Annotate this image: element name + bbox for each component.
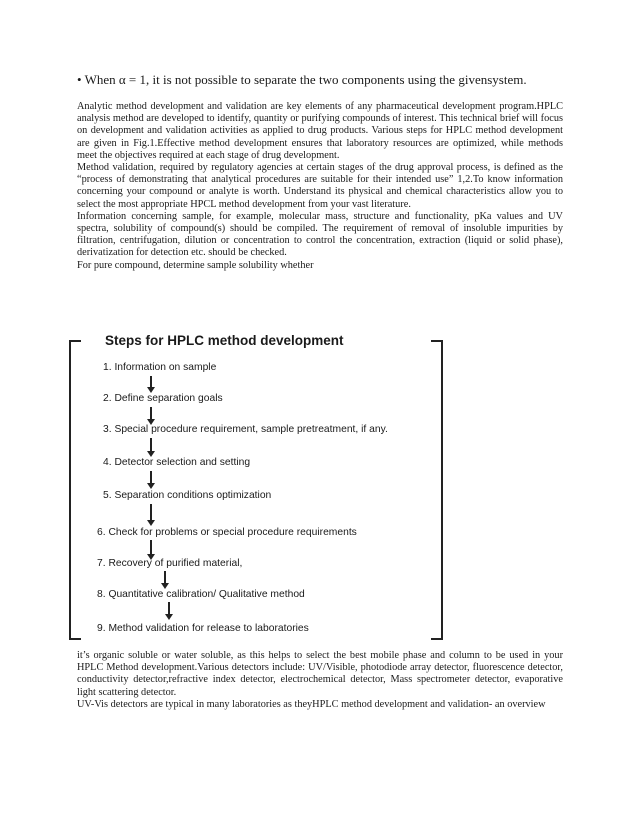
body-text-top — [77, 101, 563, 272]
paragraph: UV-Vis detectors are typical in many laboratories as theyHPLC method development and validation- an overview — [77, 698, 546, 710]
bullet-symbol: • — [77, 72, 82, 87]
down-arrow-icon — [150, 438, 152, 453]
figure-step: 4. Detector selection and setting — [103, 457, 251, 468]
down-arrow-icon — [168, 602, 170, 616]
bullet-point — [77, 72, 577, 88]
figure-step: 3. Special procedure requirement, sample pretreatment, if any. — [103, 424, 388, 435]
figure-step: 2. Define separation goals — [103, 393, 223, 404]
down-arrow-icon — [150, 376, 152, 389]
down-arrow-icon — [150, 471, 152, 485]
down-arrow-icon — [150, 540, 152, 556]
figure-title: Steps for HPLC method development — [105, 333, 344, 348]
figure-step: 8. Quantitative calibration/ Qualitative method — [97, 589, 305, 600]
paragraph: Analytic method development and validation are key elements of any pharmaceutical development program.HPLC analysis method are developed to identify, quantity or purifying compounds of interest. This technical brief will focus on development and validation activities as applied to drug products. Various steps for HPLC method development are given in Fig.1.Effective method development ensures that laboratory resources are optimized, while methods meet the objectives required at each stage of drug development. — [77, 101, 563, 161]
paragraph: For pure compound, determine sample solubility whether — [77, 259, 314, 271]
figure-step: 6. Check for problems or special procedure requirements — [97, 527, 357, 538]
paragraph: it’s organic soluble or water soluble, as this helps to select the best mobile phase and column to be used in your HPLC Method development.Various detectors include: UV/Visible, photodiode array detector, fluorescence detector, conductivity detector,refractive index detector, electrochemical detector, Mass spectrometer detector, evaporative light scattering detector. — [77, 650, 563, 698]
paragraph: Method validation, required by regulatory agencies at certain stages of the drug approval process, is defined as the “process of demonstrating that analytical procedures are suitable for their intended use” 1,2.To know information concerning your compound or analyte is worth. Understand its physical and chemical characteristics allow you to select the most appropriate HPCL method development from your vast literature. — [77, 162, 563, 210]
body-text-bottom — [77, 650, 563, 711]
figure-left-bracket — [69, 340, 81, 640]
down-arrow-icon — [164, 571, 166, 585]
down-arrow-icon — [150, 504, 152, 522]
figure-right-bracket — [431, 340, 443, 640]
bullet-text: When α = 1, it is not possible to separate the two components using the givensystem. — [84, 72, 527, 87]
paragraph: Information concerning sample, for example, molecular mass, structure and functionality, pKa values and UV spectra, solubility of compound(s) should be compiled. The requirement of removal of insoluble impurities by filtration, centrifugation, dilution or concentration to control the concentration, extraction (liquid or solid phase), derivatization for detection etc. should be checked. — [77, 210, 563, 259]
figure-step: 5. Separation conditions optimization — [103, 490, 272, 501]
figure-step: 9. Method validation for release to laboratories — [97, 623, 309, 634]
down-arrow-icon — [150, 407, 152, 421]
figure-step: 1. Information on sample — [103, 362, 217, 373]
figure-step: 7. Recovery of purified material, — [97, 558, 243, 569]
